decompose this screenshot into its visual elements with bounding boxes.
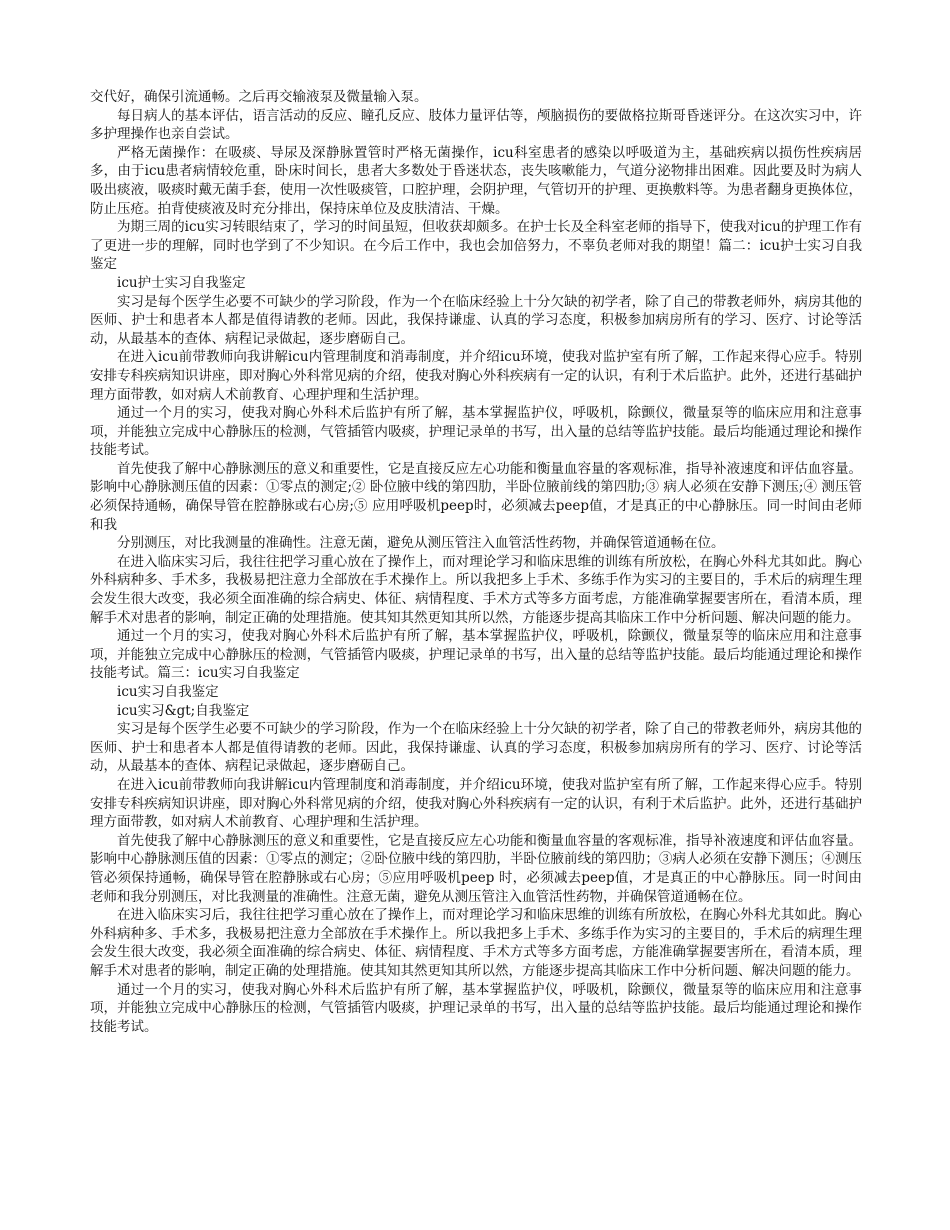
body-paragraph: 在进入临床实习后，我往往把学习重心放在了操作上，而对理论学习和临床思维的训练有所放松，在胸心外科尤其如此。胸心外科病种多、手术多，我极易把注意力全部放在手术操作上。所以我把多上手术、多练手作为实习的主要目的，手术后的病理生理会发生很大改变，我必须全面准确的综合病史、体征、病情程度、手术方式等多方面考虑，方能准确掌握要害所在，看清本质，理解手术对患者的影响，制定正确的处理措施。使其知其然更知其所以然，方能逐步提高其临床工作中分析问题、解决问题的能力。 [90, 907, 862, 979]
body-paragraph: 在进入icu前带教师向我讲解icu内管理制度和消毒制度，并介绍icu环境，使我对监护室有所了解，工作起来得心应手。特别安排专科疾病知识讲座，即对胸心外科常见病的介绍，使我对胸心外科疾病有一定的认识，有利于术后监护。此外，还进行基础护理方面带教，如对病人术前教育、心理护理和生活护理。 [90, 776, 862, 831]
body-paragraph: 实习是每个医学生必要不可缺少的学习阶段，作为一个在临床经验上十分欠缺的初学者，除了自己的带教老师外，病房其他的医师、护士和患者本人都是值得请教的老师。因此，我保持谦虚、认真的学习态度，积极参加病房所有的学习、医疗、讨论等活动，从最基本的查体、病程记录做起，逐步磨砺自己。 [90, 721, 862, 775]
body-paragraph: 在进入临床实习后，我往往把学习重心放在了操作上，而对理论学习和临床思维的训练有所放松，在胸心外科尤其如此。胸心外科病种多、手术多，我极易把注意力全部放在手术操作上。所以我把多上手术、多练手作为实习的主要目的，手术后的病理生理会发生很大改变，我必须全面准确的综合病史、体征、病情程度、手术方式等多方面考虑，方能准确掌握要害所在，看清本质，理解手术对患者的影响，制定正确的处理措施。使其知其然更知其所以然，方能逐步提高其临床工作中分析问题、解决问题的能力。 [90, 553, 862, 626]
body-paragraph: icu实习&gt;自我鉴定 [117, 702, 250, 719]
body-paragraph: 为期三周的icu实习转眼结束了，学习的时间虽短，但收获却颇多。在护士长及全科室老师的指导下，使我对icu的护理工作有了更进一步的理解，同时也学到了不少知识。在今后工作中，我也会加倍努力，不辜负老师对我的期望！篇二：icu护士实习自我鉴定 [90, 219, 862, 273]
body-paragraph: 通过一个月的实习，使我对胸心外科术后监护有所了解，基本掌握监护仪，呼吸机，除颤仪，微量泵等的临床应用和注意事项，并能独立完成中心静脉压的检测，气管插管内吸痰，护理记录单的书写，出入量的总结等监护技能。最后均能通过理论和操作技能考试。 [90, 981, 862, 1035]
body-paragraph: icu护士实习自我鉴定 [117, 274, 246, 291]
body-paragraph: 通过一个月的实习，使我对胸心外科术后监护有所了解，基本掌握监护仪，呼吸机，除颤仪，微量泵等的临床应用和注意事项，并能独立完成中心静脉压的检测，气管插管内吸痰，护理记录单的书写，出入量的总结等监护技能。最后均能通过理论和操作技能考试。 [90, 405, 862, 459]
body-paragraph: 通过一个月的实习，使我对胸心外科术后监护有所了解，基本掌握监护仪，呼吸机，除颤仪，微量泵等的临床应用和注意事项，并能独立完成中心静脉压的检测，气管插管内吸痰，护理记录单的书写，出入量的总结等监护技能。最后均能通过理论和操作技能考试。篇三：icu实习自我鉴定 [90, 628, 862, 682]
document-body [90, 88, 862, 1036]
body-paragraph: 在进入icu前带教师向我讲解icu内管理制度和消毒制度，并介绍icu环境，使我对监护室有所了解，工作起来得心应手。特别安排专科疾病知识讲座，即对胸心外科常见病的介绍，使我对胸心外科疾病有一定的认识，有利于术后监护。此外，还进行基础护理方面带教，如对病人术前教育、心理护理和生活护理。 [90, 349, 862, 403]
body-paragraph: 首先使我了解中心静脉测压的意义和重要性，它是直接反应左心功能和衡量血容量的客观标准，指导补液速度和评估血容量。影响中心静脉测压值的因素：①零点的测定;② 卧位腋中线的第四肋，半卧位腋前线的第四肋;③ 病人必须在安静下测压;④ 测压管必须保持通畅，确保导管在腔静脉或右心房;⑤ 应用呼吸机peep时，必须减去peep值，才是真正的中心静脉压。同一时间由老师和我 [90, 460, 862, 533]
body-paragraph: icu实习自我鉴定 [117, 684, 219, 700]
body-paragraph: 严格无菌操作：在吸痰、导尿及深静脉置管时严格无菌操作，icu科室患者的感染以呼吸道为主，基础疾病以损伤性疾病居多，由于icu患者病情较危重，卧床时间长，患者大多数处于昏迷状态，丧失咳嗽能力，气道分泌物排出困难。因此要及时为病人吸出痰液，吸痰时戴无菌手套，使用一次性吸痰管，口腔护理，会阴护理，气管切开的护理、更换敷料等。为患者翻身更换体位，防止压疮。拍背使痰液及时充分排出，保持床单位及皮肤清洁、干燥。 [90, 144, 862, 217]
body-paragraph: 交代好，确保引流通畅。之后再交输液泵及微量输入泵。 [90, 89, 428, 105]
body-paragraph: 实习是每个医学生必要不可缺少的学习阶段，作为一个在临床经验上十分欠缺的初学者，除了自己的带教老师外，病房其他的医师、护士和患者本人都是值得请教的老师。因此，我保持谦虚、认真的学习态度，积极参加病房所有的学习、医疗、讨论等活动，从最基本的查体、病程记录做起，逐步磨砺自己。 [90, 293, 862, 347]
body-paragraph: 分别测压，对比我测量的准确性。注意无菌，避免从测压管注入血管活性药物，并确保管道通畅在位。 [117, 535, 725, 552]
body-paragraph: 每日病人的基本评估，语言活动的反应、瞳孔反应、肢体力量评估等，颅脑损伤的要做格拉斯哥昏迷评分。在这次实习中，许多护理操作也亲自尝试。 [90, 107, 862, 143]
body-paragraph: 首先使我了解中心静脉测压的意义和重要性，它是直接反应左心功能和衡量血容量的客观标准，指导补液速度和评估血容量。影响中心静脉测压值的因素：①零点的测定；②卧位腋中线的第四肋，半卧位腋前线的第四肋；③病人必须在安静下测压；④测压管必须保持通畅，确保导管在腔静脉或右心房；⑤应用呼吸机peep 时，必须减去peep值，才是真正的中心静脉压。同一时间由老师和我分别测压，对比我测量的准确性。注意无菌，避免从测压管注入血管活性药物，并确保管道通畅在位。 [90, 832, 862, 905]
